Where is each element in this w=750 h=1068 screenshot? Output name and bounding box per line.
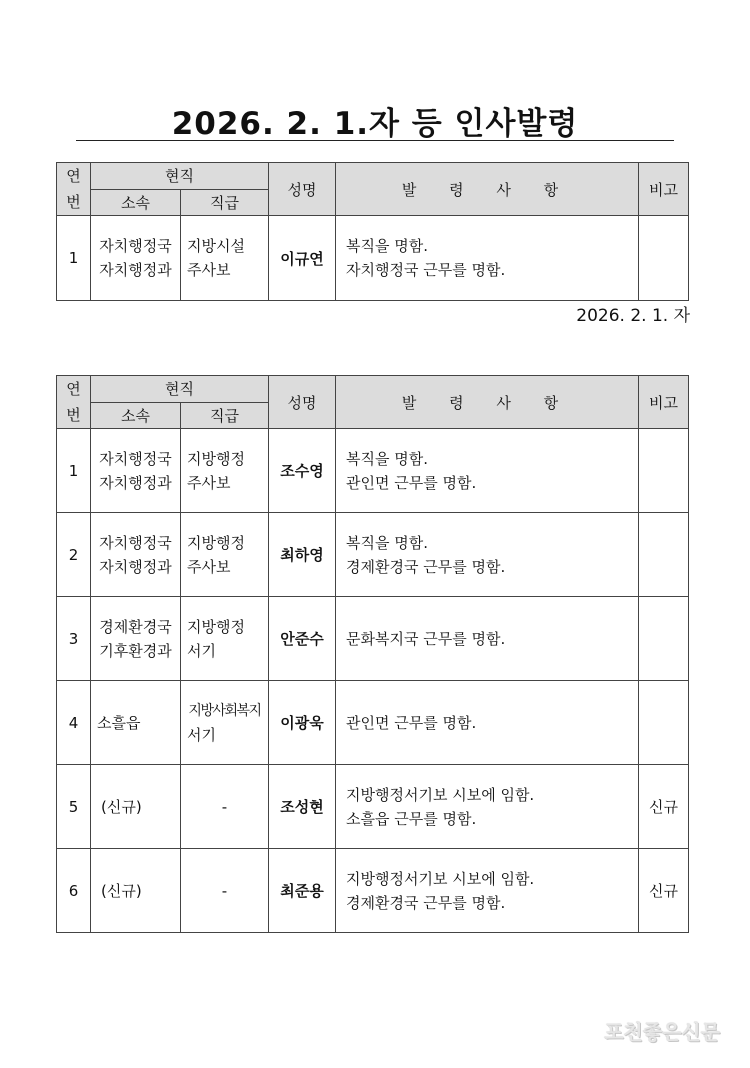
row-rank: 지방행정 서기 — [181, 597, 269, 681]
row-rank: 지방사회복지 서기 — [181, 681, 269, 765]
header-no — [57, 376, 91, 429]
row-dept: (신규) — [91, 765, 181, 849]
table-row — [57, 681, 689, 765]
row-name: 이광욱 — [269, 681, 336, 765]
header-name: 성명 — [269, 376, 336, 429]
header-no-line1: 연 — [66, 167, 81, 185]
row-dept: 자치행정국 자치행정과 — [91, 216, 181, 301]
row-name: 안준수 — [269, 597, 336, 681]
row-no: 1 — [57, 216, 91, 301]
row-dept: 자치행정국 자치행정과 — [91, 513, 181, 597]
row-note: 신규 — [639, 765, 689, 849]
row-dept: (신규) — [91, 849, 181, 933]
header-order: 발 령 사 항 — [336, 163, 639, 216]
row-name: 최하영 — [269, 513, 336, 597]
row-dept: 자치행정국 자치행정과 — [91, 429, 181, 513]
row-rank: 지방행정 주사보 — [181, 429, 269, 513]
page-title: 2026. 2. 1.자 등 인사발령 — [171, 106, 579, 142]
row-name: 조성현 — [269, 765, 336, 849]
header-rank: 직급 — [181, 189, 269, 216]
row-note — [639, 429, 689, 513]
row-name: 최준용 — [269, 849, 336, 933]
table-row — [57, 597, 689, 681]
row-rank: 지방행정 주사보 — [181, 513, 269, 597]
appointment-table-1 — [56, 162, 689, 301]
table-row — [57, 513, 689, 597]
row-order: 지방행정서기보 시보에 임함. 경제환경국 근무를 명함. — [336, 849, 639, 933]
row-order: 복직을 명함. 자치행정국 근무를 명함. — [336, 216, 639, 301]
row-no: 2 — [57, 513, 91, 597]
header-note: 비고 — [639, 376, 689, 429]
row-note: 신규 — [639, 849, 689, 933]
row-note — [639, 597, 689, 681]
row-no: 1 — [57, 429, 91, 513]
header-dept: 소속 — [91, 402, 181, 429]
table-row — [57, 429, 689, 513]
row-no: 4 — [57, 681, 91, 765]
header-no-line2: 번 — [66, 193, 81, 211]
row-rank: - — [181, 849, 269, 933]
row-note — [639, 513, 689, 597]
row-no: 3 — [57, 597, 91, 681]
table-row — [57, 849, 689, 933]
table-row — [57, 765, 689, 849]
header-dept: 소속 — [91, 189, 181, 216]
header-rank: 직급 — [181, 402, 269, 429]
title-underline — [76, 140, 674, 141]
appointment-table-2 — [56, 375, 689, 933]
header-name: 성명 — [269, 163, 336, 216]
row-note — [639, 681, 689, 765]
row-note — [639, 216, 689, 301]
row-order: 복직을 명함. 경제환경국 근무를 명함. — [336, 513, 639, 597]
header-order: 발 령 사 항 — [336, 376, 639, 429]
row-no: 5 — [57, 765, 91, 849]
header-note: 비고 — [639, 163, 689, 216]
effective-date: 2026. 2. 1. 자 — [576, 306, 690, 326]
row-order: 문화복지국 근무를 명함. — [336, 597, 639, 681]
row-rank: - — [181, 765, 269, 849]
header-no-line1: 연 — [66, 380, 81, 398]
row-rank: 지방시설 주사보 — [181, 216, 269, 301]
row-order: 복직을 명함. 관인면 근무를 명함. — [336, 429, 639, 513]
header-no — [57, 163, 91, 216]
row-dept: 경제환경국 기후환경과 — [91, 597, 181, 681]
header-no-line2: 번 — [66, 406, 81, 424]
row-order: 관인면 근무를 명함. — [336, 681, 639, 765]
table-row — [57, 216, 689, 301]
row-name: 조수영 — [269, 429, 336, 513]
row-name: 이규연 — [269, 216, 336, 301]
row-order: 지방행정서기보 시보에 임함. 소흘읍 근무를 명함. — [336, 765, 639, 849]
header-current: 현직 — [91, 376, 269, 403]
row-dept: 소흘읍 — [91, 681, 181, 765]
header-current: 현직 — [91, 163, 269, 190]
watermark-logo: 포천좋은신문 — [604, 1020, 720, 1044]
row-no: 6 — [57, 849, 91, 933]
